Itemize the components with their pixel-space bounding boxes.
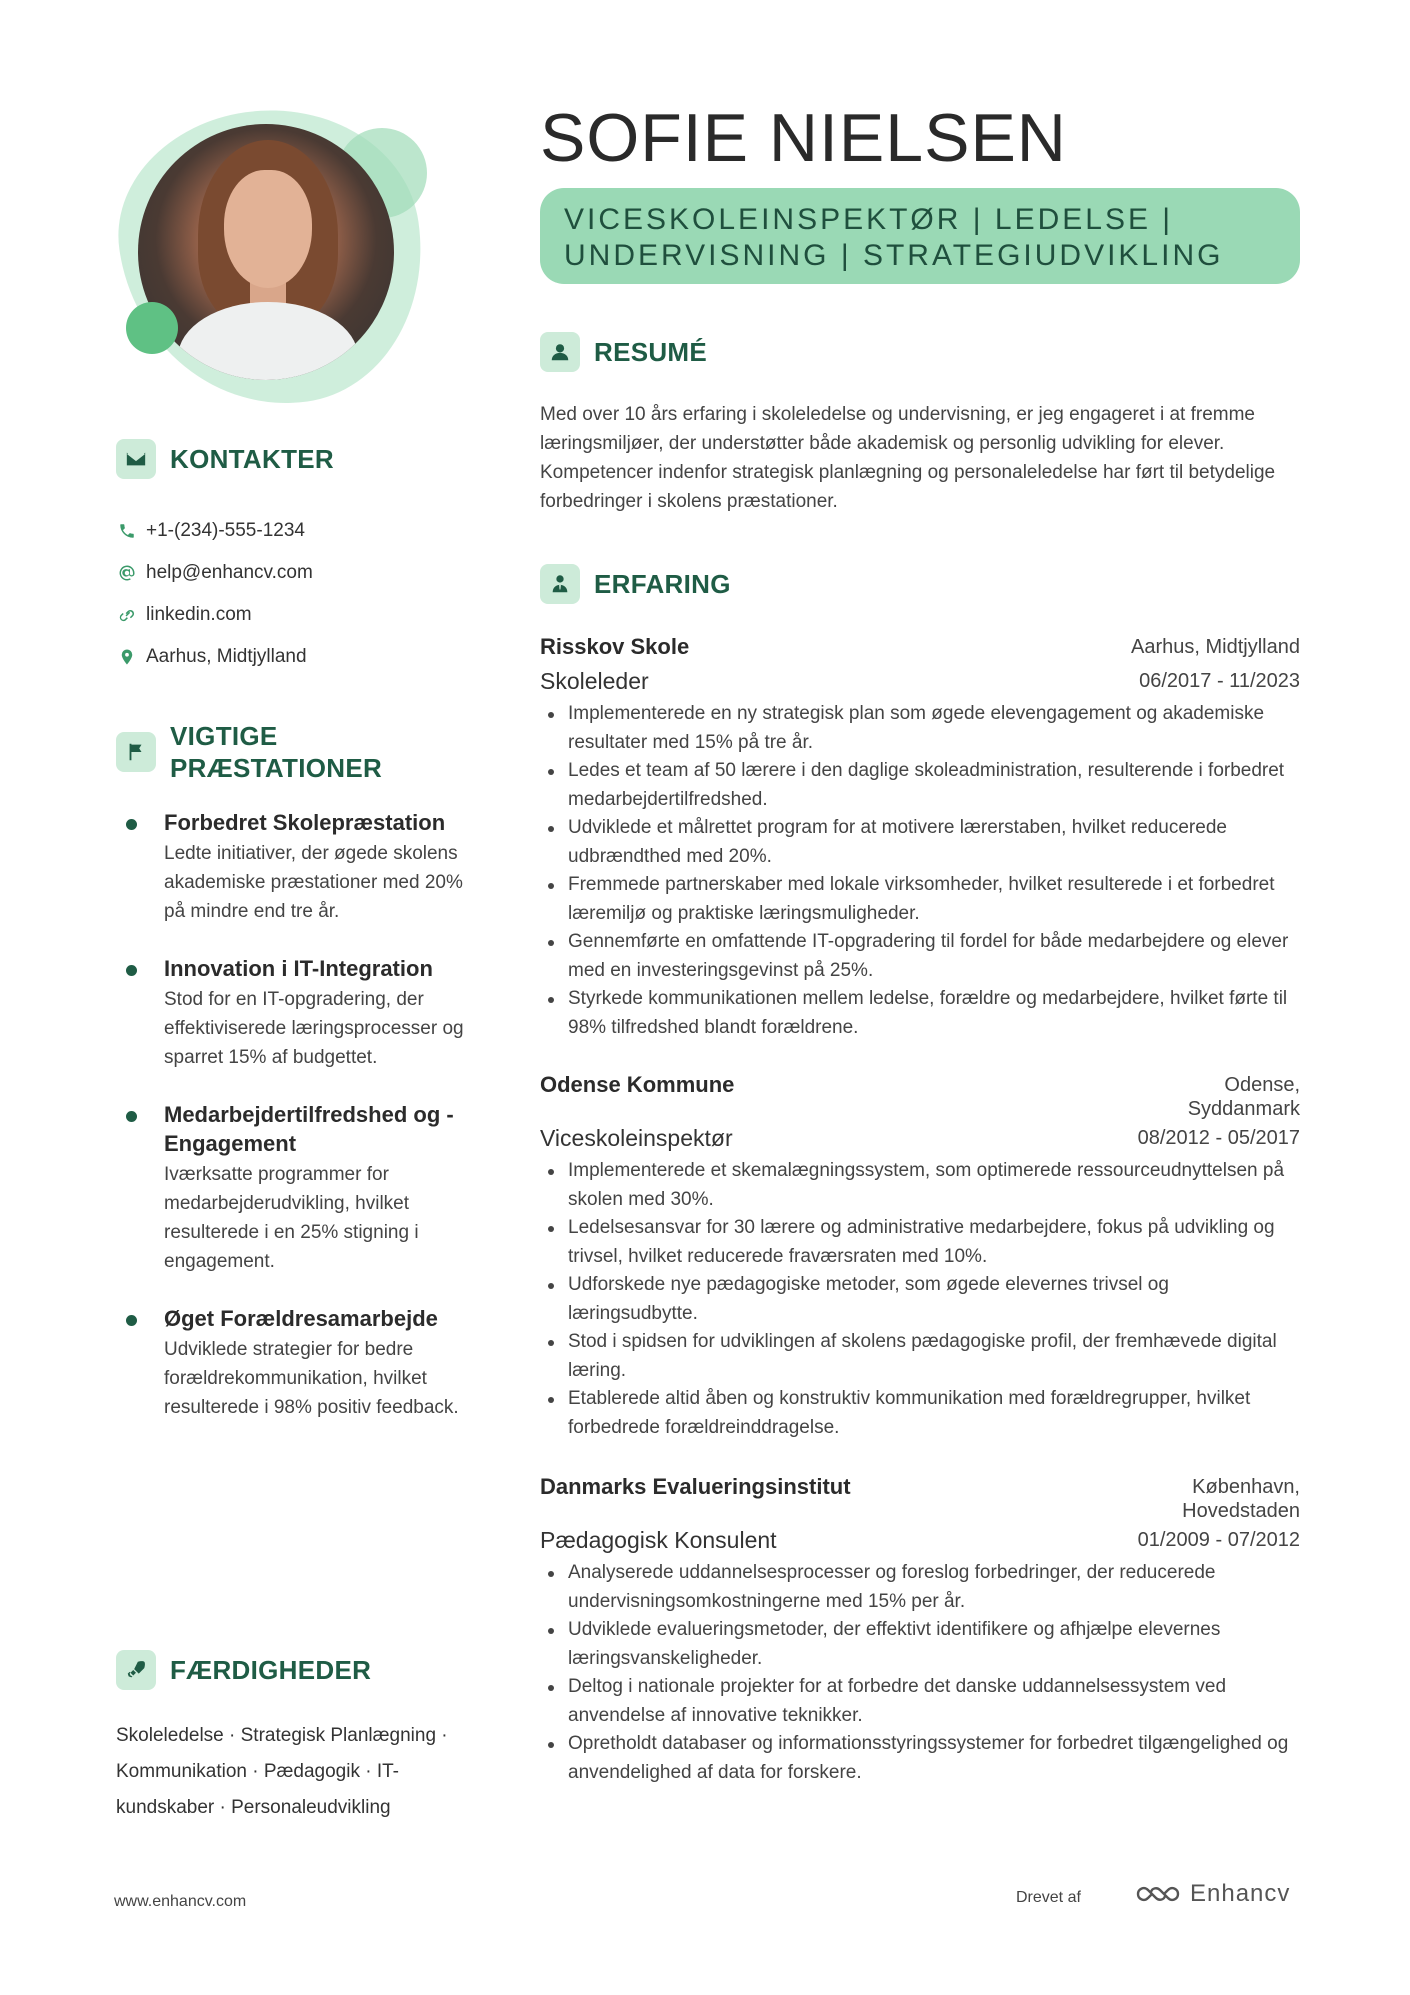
experience-title: ERFARING <box>594 569 731 599</box>
achievement-title: Forbedret Skolepræstation <box>164 810 446 835</box>
link-icon <box>116 604 138 626</box>
job-location: København, Hovedstaden <box>1182 1476 1300 1522</box>
role-banner: VICESKOLEINSPEKTØR | LEDELSE | UNDERVISNING | STRATEGIUDVIKLING <box>540 188 1300 284</box>
at-icon <box>116 562 138 584</box>
contact-location <box>116 636 313 678</box>
footer-website[interactable]: www.enhancv.com <box>114 1893 247 1910</box>
list-item: Etablerede altid åben og konstruktiv kommunikation med forældregrupper, hvilket forbedrede forældreinddragelse. <box>540 1385 1300 1442</box>
list-item: Implementerede en ny strategisk plan som øgede elevengagement og akademiske resultater med 15% på tre år. <box>540 700 1300 757</box>
person-icon <box>540 332 580 372</box>
list-item: Opretholdt databaser og informationsstyringssystemer for forbedret tilgængelighed og anvendelighed af data for forskere. <box>540 1730 1300 1787</box>
bullet-dot <box>126 819 137 830</box>
list-item: Ledelsesansvar for 30 lærere og administrative medarbejdere, fokus på udvikling og trivsel, hvilket reducerede fraværsraten med 10%. <box>540 1214 1300 1271</box>
contact-location-text: Aarhus, Midtjylland <box>146 646 307 667</box>
job-dates: 08/2012 - 05/2017 <box>1137 1127 1300 1149</box>
contact-phone-text: +1-(234)-555-1234 <box>146 520 305 541</box>
company-name: Risskov Skole <box>540 634 690 659</box>
location-pin-icon <box>116 646 138 668</box>
profile-photo <box>138 124 394 380</box>
list-item: Stod i spidsen for udviklingen af skolens pædagogiske profil, der fremhævede digital læring. <box>540 1328 1300 1385</box>
achievement-title: Medarbejdertilfredshed og -Engagement <box>164 1102 454 1156</box>
job-bullets <box>540 700 1300 1042</box>
list-item: Fremmede partnerskaber med lokale virksomheder, hvilket resulterede i et forbedret læremiljø og praktiske læringsmuligheder. <box>540 871 1300 928</box>
job-dates: 06/2017 - 11/2023 <box>1139 670 1300 692</box>
skills-text: Skoleledelse · Strategisk Planlægning · Kommunikation · Pædagogik · IT-kundskaber · Personaleudvikling <box>116 1725 448 1818</box>
achievements-list <box>116 808 476 1450</box>
list-item <box>116 1304 476 1422</box>
achievement-description: Udviklede strategier for bedre forældrekommunikation, hvilket resulterede i 98% positiv feedback. <box>164 1339 459 1418</box>
list-item: Udviklede evalueringsmetoder, der effektivt identifikere og afhjælpe elevernes læringsvanskeligheder. <box>540 1616 1300 1673</box>
briefcase-person-icon <box>540 564 580 604</box>
job-position: Viceskoleinspektør <box>540 1125 733 1151</box>
experience-entry <box>540 630 1300 1042</box>
decorative-dot <box>126 302 178 354</box>
brand-name: Enhancv <box>1190 1880 1291 1907</box>
achievement-description: Stod for en IT-opgradering, der effektiviserede læringsprocesser og sparret 15% af budgettet. <box>164 989 464 1068</box>
job-position: Pædagogisk Konsulent <box>540 1527 777 1553</box>
list-item: Analyserede uddannelsesprocesser og foreslog forbedringer, der reducerede undervisningsomkostningerne med 15% per år. <box>540 1559 1300 1616</box>
contact-phone[interactable] <box>116 510 313 552</box>
list-item: Implementerede et skemalægningssystem, som optimerede ressourceudnyttelsen på skolen med 30%. <box>540 1157 1300 1214</box>
job-bullets <box>540 1157 1300 1442</box>
contacts-title: KONTAKTER <box>170 444 334 474</box>
job-dates: 01/2009 - 07/2012 <box>1137 1529 1300 1551</box>
achievements-title: VIGTIGE PRÆSTATIONER <box>170 721 383 783</box>
list-item: Udviklede et målrettet program for at motivere lærerstaben, hvilket reducerede udbrændthed med 20%. <box>540 814 1300 871</box>
job-location: Odense, Syddanmark <box>1187 1074 1300 1120</box>
list-item <box>116 808 476 926</box>
achievement-title: Innovation i IT-Integration <box>164 956 433 981</box>
list-item: Styrkede kommunikationen mellem ledelse, forældre og medarbejdere, hvilket førte til 98% tilfredshed blandt forældrene. <box>540 985 1300 1042</box>
achievement-description: Iværksatte programmer for medarbejderudvikling, hvilket resulterede i en 25% stigning i engagement. <box>164 1164 419 1272</box>
bullet-dot <box>126 1315 137 1326</box>
experience-heading <box>540 564 731 604</box>
skills-heading <box>116 1650 371 1690</box>
contacts-heading <box>116 439 334 479</box>
list-item <box>116 1100 476 1276</box>
list-item: Deltog i nationale projekter for at forbedre det danske uddannelsessystem ved anvendelse af innovative teknikker. <box>540 1673 1300 1730</box>
footer-powered-by: Drevet af <box>1016 1889 1081 1906</box>
contact-linkedin[interactable] <box>116 594 313 636</box>
summary-text: Med over 10 års erfaring i skoleledelse og undervisning, er jeg engageret i at fremme læringsmiljøer, der understøtter både akademisk og personlig udvikling for elever. Kompetencer indenfor strategisk planlægning og personaleledelse har ført til betydelige forbedringer i skolens præstationer. <box>540 404 1276 512</box>
contact-email-text: help@enhancv.com <box>146 562 313 583</box>
contact-linkedin-text: linkedin.com <box>146 604 252 625</box>
experience-entry <box>540 1470 1300 1787</box>
bullet-dot <box>126 965 137 976</box>
job-location: Aarhus, Midtjylland <box>1131 636 1300 658</box>
phone-icon <box>116 520 138 542</box>
company-name: Danmarks Evalueringsinstitut <box>540 1474 851 1499</box>
list-item: Ledes et team af 50 lærere i den daglige skoleadministration, resulterende i forbedret medarbejdertilfredshed. <box>540 757 1300 814</box>
achievements-heading <box>116 720 476 784</box>
list-item: Udforskede nye pædagogiske metoder, som øgede elevernes trivsel og læringsudbytte. <box>540 1271 1300 1328</box>
job-position: Skoleleder <box>540 668 649 694</box>
flag-icon <box>116 732 156 772</box>
contact-email[interactable] <box>116 552 313 594</box>
envelope-icon <box>116 439 156 479</box>
skills-title: FÆRDIGHEDER <box>170 1655 372 1685</box>
rocket-icon <box>116 1650 156 1690</box>
contact-list <box>116 510 313 678</box>
job-bullets <box>540 1559 1300 1787</box>
achievement-description: Ledte initiativer, der øgede skolens akademiske præstationer med 20% på mindre end tre år. <box>164 843 463 922</box>
brand-logo[interactable] <box>1134 1880 1290 1908</box>
summary-heading <box>540 332 707 372</box>
bullet-dot <box>126 1111 137 1122</box>
infinity-logo-icon <box>1134 1880 1182 1908</box>
list-item <box>116 954 476 1072</box>
candidate-name: SOFIE NIELSEN <box>540 100 1067 176</box>
summary-title: RESUMÉ <box>594 337 708 367</box>
experience-entry <box>540 1068 1300 1442</box>
profile-photo-area <box>112 100 432 410</box>
company-name: Odense Kommune <box>540 1072 735 1097</box>
achievement-title: Øget Forældresamarbejde <box>164 1306 438 1331</box>
list-item: Gennemførte en omfattende IT-opgradering til fordel for både medarbejdere og elever med en investeringsgevinst på 25%. <box>540 928 1300 985</box>
